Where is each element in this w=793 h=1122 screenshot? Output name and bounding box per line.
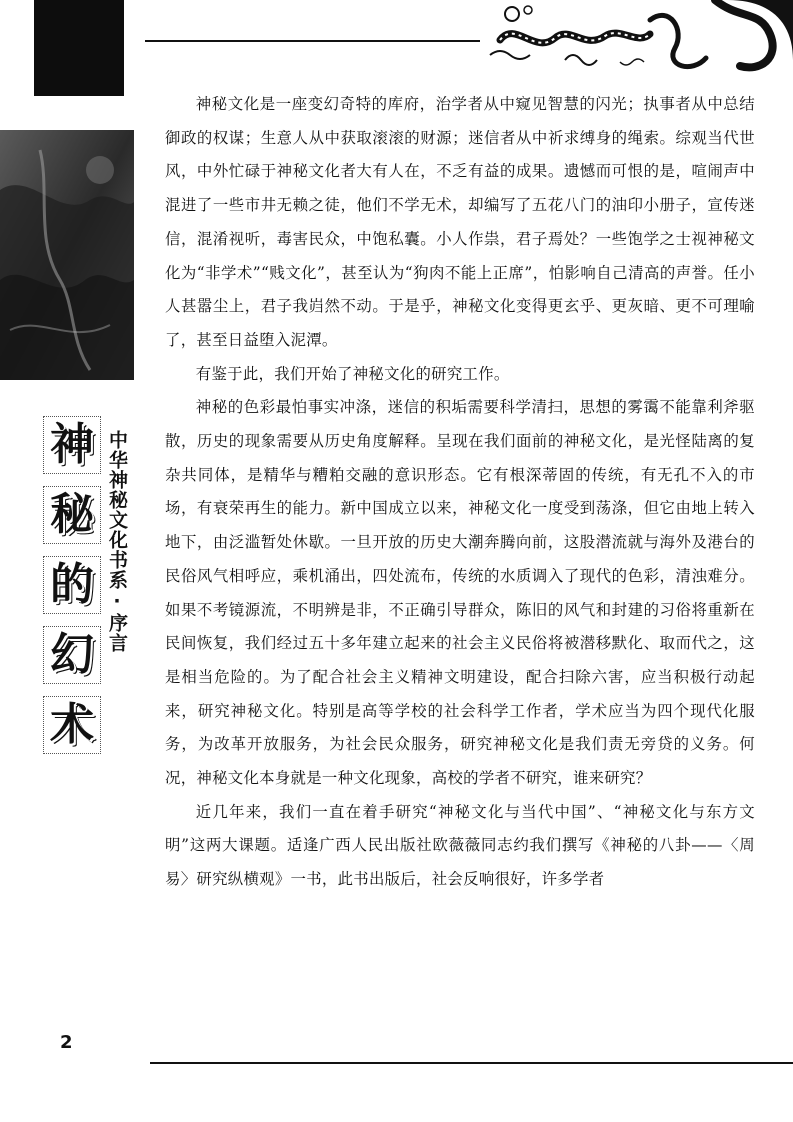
paragraph: 神秘文化是一座变幻奇特的库府，治学者从中窥见智慧的闪光；执事者从中总结御政的权谋；生意人从中获取滚滚的财源；迷信者从中祈求缚身的绳索。综观当代世风，中外忙碌于神秘文化者大有人在，不乏有益的成果。遗憾而可恨的是，喧闹声中混进了一些市井无赖之徒，他们不学无术，却编写了五花八门的油印小册子，宣传迷信，混淆视听，毒害民众，中饱私囊。小人作祟，君子焉处？一些饱学之士视神秘文化为“非学术”“贱文化”，甚至认为“狗肉不能上正席”，怕影响自己清高的声誉。任小人甚嚣尘上，君子我岿然不动。于是乎，神秘文化变得更玄乎、更灰暗、更不可理喻了，甚至日益堕入泥潭。 (165, 95, 755, 349)
paragraph: 近几年来，我们一直在着手研究“神秘文化与当代中国”、“神秘文化与东方文明”这两大课题。适逢广西人民出版社欧薇薇同志约我们撰写《神秘的八卦——〈周易〉研究纵横观》一书，此书出版后，社会反响很好，许多学者 (165, 802, 755, 889)
vertical-book-title (40, 416, 104, 766)
title-char: 的 (43, 556, 101, 614)
title-char: 神 (43, 416, 101, 474)
series-label: 中华神秘文化书系·序言 (106, 430, 128, 653)
body-text (165, 88, 755, 897)
title-char: 幻 (43, 626, 101, 684)
dragon-ornament-icon (470, 0, 793, 82)
paragraph: 神秘的色彩最怕事实冲涤，迷信的积垢需要科学清扫，思想的雾霭不能靠利斧驱散，历史的现象需要从历史角度解释。呈现在我们面前的神秘文化，是光怪陆离的复杂共同体，是精华与糟粕交融的意识形态。它有根深蒂固的传统，有无孔不入的市场，有衰荣再生的能力。新中国成立以来，神秘文化一度受到荡涤，但它由地上转入地下，由泛滥暂处休歇。一旦开放的历史大潮奔腾向前，这股潜流就与海外及港台的民俗风气相呼应，乘机涌出，四处流布，传统的水质调入了现代的色彩，清浊难分。如果不考镜源流，不明辨是非，不正确引导群众，陈旧的风气和封建的习俗将重新在民间恢复，我们经过五十多年建立起来的社会主义民俗将被潜移默化、取而代之，这是相当危险的。为了配合社会主义精神文明建设，配合扫除六害，应当积极行动起来，研究神秘文化。特别是高等学校的社会科学工作者，学术应当为四个现代化服务，为改革开放服务，为社会民众服务，研究神秘文化是我们责无旁贷的义务。何况，神秘文化本身就是一种文化现象，高校的学者不研究，谁来研究？ (165, 398, 755, 788)
title-char: 术 (43, 696, 101, 754)
footer-rule (150, 1062, 793, 1064)
paragraph: 有鉴于此，我们开始了神秘文化的研究工作。 (195, 364, 510, 383)
title-char: 秘 (43, 486, 101, 544)
page-number: 2 (60, 1032, 73, 1053)
ink-landscape-image (0, 130, 134, 380)
header-black-block (34, 0, 124, 96)
header-rule (145, 40, 480, 42)
